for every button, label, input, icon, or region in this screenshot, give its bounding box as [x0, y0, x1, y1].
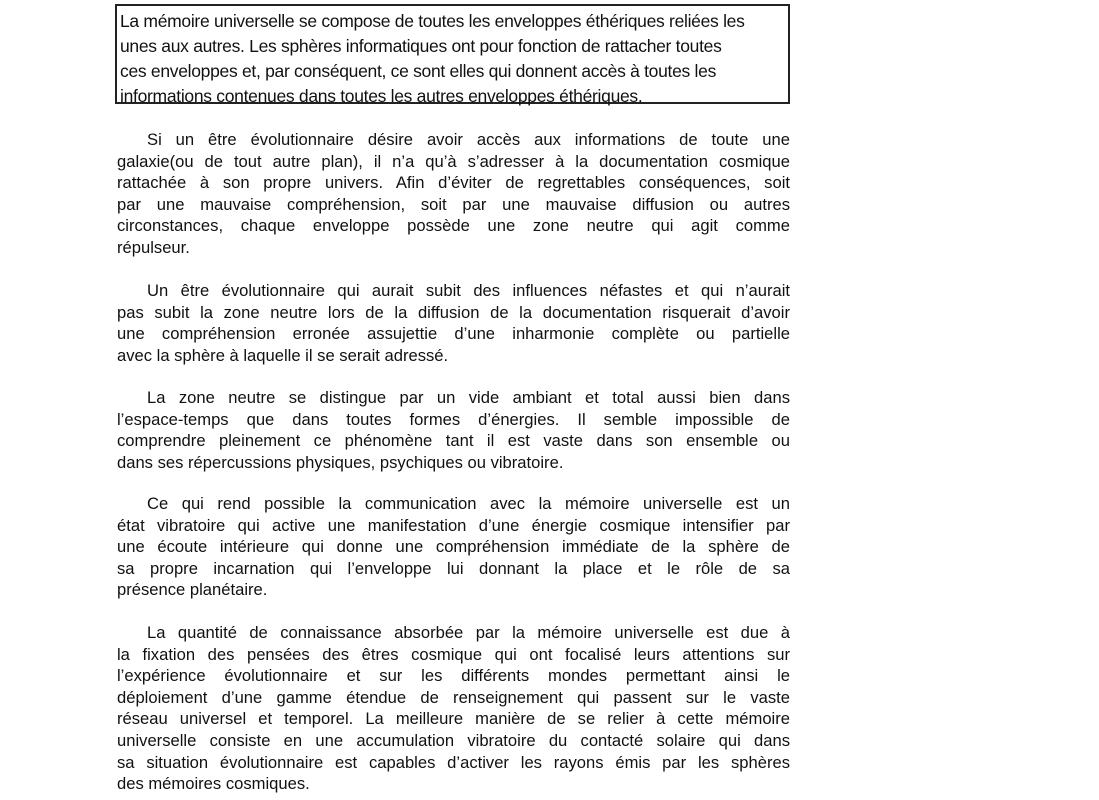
- paragraph-line: Ce qui rend possible la communication avec la mémoire universelle est un: [147, 494, 790, 513]
- paragraph-line: La quantité de connaissance absorbée par la mémoire universelle est due à: [147, 623, 790, 642]
- paragraph-line: universelle consiste en une accumulation vibratoire du contacté solaire qui dans: [117, 730, 790, 750]
- paragraph-3: [117, 387, 790, 473]
- paragraph-line: répulseur.: [117, 237, 190, 257]
- paragraph-line: Si un être évolutionnaire désire avoir accès aux informations de toute une: [147, 130, 790, 149]
- paragraph-line: sa situation évolutionnaire est capables d’activer les rayons émis par les sphères: [117, 752, 790, 772]
- paragraph-1: [117, 129, 790, 259]
- paragraph-line: réseau universel et temporel. La meilleure manière de se relier à cette mémoire: [117, 709, 790, 729]
- paragraph-4: [117, 493, 790, 601]
- paragraph-line: par une mauvaise compréhension, soit par une mauvaise diffusion ou autres: [117, 194, 790, 214]
- paragraph-line: Un être évolutionnaire qui aurait subit des influences néfastes et qui n’aurait: [147, 281, 790, 300]
- paragraph-line: comprendre pleinement ce phénomène tant il est vaste dans son ensemble ou: [117, 431, 790, 451]
- paragraph-line: sa propre incarnation qui l’enveloppe lui donnant la place et le rôle de sa: [117, 558, 790, 578]
- boxed-intro: [115, 4, 790, 104]
- paragraph-line: l’expérience évolutionnaire et sur les différents mondes permettant ainsi le: [117, 666, 790, 686]
- paragraph-line: La zone neutre se distingue par un vide ambiant et total aussi bien dans: [147, 388, 790, 407]
- paragraph-line: circonstances, chaque enveloppe possède une zone neutre qui agit comme: [117, 216, 790, 236]
- intro-line: unes aux autres. Les sphères informatiques ont pour fonction de rattacher toutes: [120, 36, 722, 56]
- paragraph-line: état vibratoire qui active une manifestation d’une énergie cosmique intensifier par: [117, 515, 790, 535]
- paragraph-line: dans ses répercussions physiques, psychiques ou vibratoire.: [117, 452, 564, 472]
- paragraph-5: [117, 622, 790, 795]
- paragraph-line: déploiement d’une gamme étendue de renseignement qui passent sur le vaste: [117, 687, 790, 707]
- paragraph-line: l’espace-temps que dans toutes formes d’énergies. Il semble impossible de: [117, 409, 790, 429]
- paragraph-line: présence planétaire.: [117, 580, 268, 600]
- paragraph-line: une compréhension erronée assujettie d’une inharmonie complète ou partielle: [117, 324, 790, 344]
- intro-line: ces enveloppes et, par conséquent, ce sont elles qui donnent accès à toutes les: [120, 61, 717, 81]
- intro-line: La mémoire universelle se compose de toutes les enveloppes éthériques reliées les: [120, 11, 745, 31]
- paragraph-line: avec la sphère à laquelle il se serait adressé.: [117, 345, 449, 365]
- paragraph-2: [117, 280, 790, 366]
- paragraph-line: galaxie(ou de tout autre plan), il n’a qu’à s’adresser à la documentation cosmique: [117, 151, 790, 171]
- paragraph-line: une écoute intérieure qui donne une compréhension immédiate de la sphère de: [117, 537, 790, 557]
- paragraph-line: pas subit la zone neutre lors de la diffusion de la documentation risquerait d’avoir: [117, 302, 790, 322]
- paragraph-line: des mémoires cosmiques.: [117, 774, 310, 794]
- paragraph-line: la fixation des pensées des êtres cosmique qui ont focalisé leurs attentions sur: [117, 644, 790, 664]
- paragraph-line: rattachée à son propre univers. Afin d’éviter de regrettables conséquences, soit: [117, 173, 790, 193]
- intro-line: informations contenues dans toutes les autres enveloppes éthériques.: [120, 86, 643, 106]
